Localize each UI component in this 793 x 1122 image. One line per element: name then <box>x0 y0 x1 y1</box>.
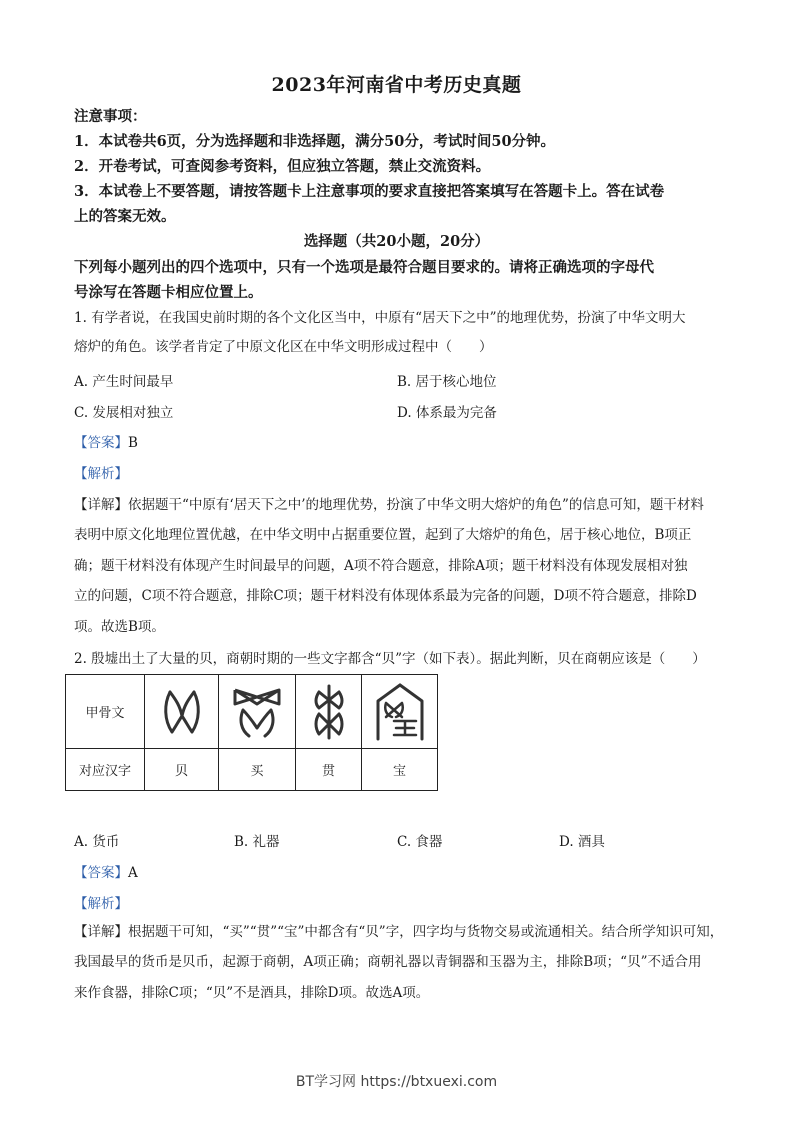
q1-stem-2: 熔炉的角色。该学者肯定了中原文化区在中华文明形成过程中（ ） <box>74 339 493 355</box>
notice-heading: 注意事项： <box>74 108 147 125</box>
notice-item-3-cont: 上的答案无效。 <box>74 208 176 225</box>
q1-detail-1: 【详解】依据题干“中原有‘居天下之中’的地理优势，扮演了中华文明大熔炉的角色”的信息可知，题干材料 <box>74 497 704 513</box>
section-title: 选择题（共20小题，20分） <box>303 233 490 250</box>
section-instruction-2: 号涂写在答题卡相应位置上。 <box>74 284 263 301</box>
oracle-bone-table <box>65 674 438 791</box>
q2-detail-1: 【详解】根据题干可知，“买”“贯”“宝”中都含有“贝”字，四字均与货物交易或流通相关。结合所学知识可知， <box>74 924 724 940</box>
oracle-glyph-bei <box>145 675 219 749</box>
q1-detail-4: 立的问题，C项不符合题意，排除C项；题干材料没有体现体系最为完备的问题，D项不符合题意，排除D <box>74 588 697 604</box>
page-title: 2023年河南省中考历史真题 <box>271 74 522 96</box>
q2-detail-3: 来作食器，排除C项；“贝”不是酒具，排除D项。故选A项。 <box>74 985 430 1001</box>
q1-stem-1: 1. 有学者说，在我国史前时期的各个文化区当中，中原有“居天下之中”的地理优势，扮演了中华文明大 <box>74 310 686 326</box>
q2-answer <box>74 861 138 881</box>
table-cell-hanzi: 宝 <box>362 749 438 791</box>
q1-detail-3: 确；题干材料没有体现产生时间最早的问题，A项不符合题意，排除A项；题干材料没有体现发展相对独 <box>74 558 688 574</box>
notice-item-3: 3．本试卷上不要答题，请按答题卡上注意事项的要求直接把答案填写在答题卡上。答在试卷 <box>74 183 665 200</box>
table-row-label-hanzi: 对应汉字 <box>66 749 145 791</box>
q1-answer-label: 【答案】 <box>74 435 128 451</box>
table-row-label-oracle: 甲骨文 <box>66 675 145 749</box>
oracle-glyph-guan <box>296 675 362 749</box>
q1-option-c: C. 发展相对独立 <box>74 405 174 421</box>
q1-analysis-label: 【解析】 <box>74 466 128 482</box>
oracle-glyph-bao <box>362 675 438 749</box>
notice-item-2: 2．开卷考试，可查阅参考资料，但应独立答题，禁止交流资料。 <box>74 158 491 175</box>
q2-option-a: A. 货币 <box>74 834 120 850</box>
q2-analysis-label: 【解析】 <box>74 896 128 912</box>
q2-answer-value: A <box>128 865 138 881</box>
table-cell-hanzi: 贝 <box>145 749 219 791</box>
q2-stem: 2. 殷墟出土了大量的贝，商朝时期的一些文字都含“贝”字（如下表）。据此判断，贝在商朝应该是（ ） <box>74 651 706 667</box>
q1-option-d: D. 体系最为完备 <box>397 405 497 421</box>
q2-option-c: C. 食器 <box>397 834 443 850</box>
q1-answer <box>74 431 138 451</box>
section-instruction-1: 下列每小题列出的四个选项中，只有一个选项是最符合题目要求的。请将正确选项的字母代 <box>74 259 654 276</box>
q2-detail-2: 我国最早的货币是贝币，起源于商朝，A项正确；商朝礼器以青铜器和玉器为主，排除B项；“贝”不适合用 <box>74 954 702 970</box>
q1-detail-2: 表明中原文化地理位置优越，在中华文明中占据重要位置，起到了大熔炉的角色，居于核心地位，B项正 <box>74 527 692 543</box>
q1-answer-value: B <box>128 435 138 451</box>
q1-option-a: A. 产生时间最早 <box>74 374 174 390</box>
q1-detail-5: 项。故选B项。 <box>74 619 165 635</box>
table-cell-hanzi: 买 <box>219 749 296 791</box>
q1-option-b: B. 居于核心地位 <box>397 374 497 390</box>
footer-watermark: BT学习网 https://btxuexi.com <box>295 1074 498 1090</box>
table-cell-hanzi: 贯 <box>296 749 362 791</box>
oracle-glyph-mai <box>219 675 296 749</box>
q2-option-d: D. 酒具 <box>559 834 605 850</box>
q2-option-b: B. 礼器 <box>234 834 280 850</box>
notice-item-1: 1．本试卷共6页，分为选择题和非选择题，满分50分，考试时间50分钟。 <box>74 133 556 150</box>
q2-answer-label: 【答案】 <box>74 865 128 881</box>
